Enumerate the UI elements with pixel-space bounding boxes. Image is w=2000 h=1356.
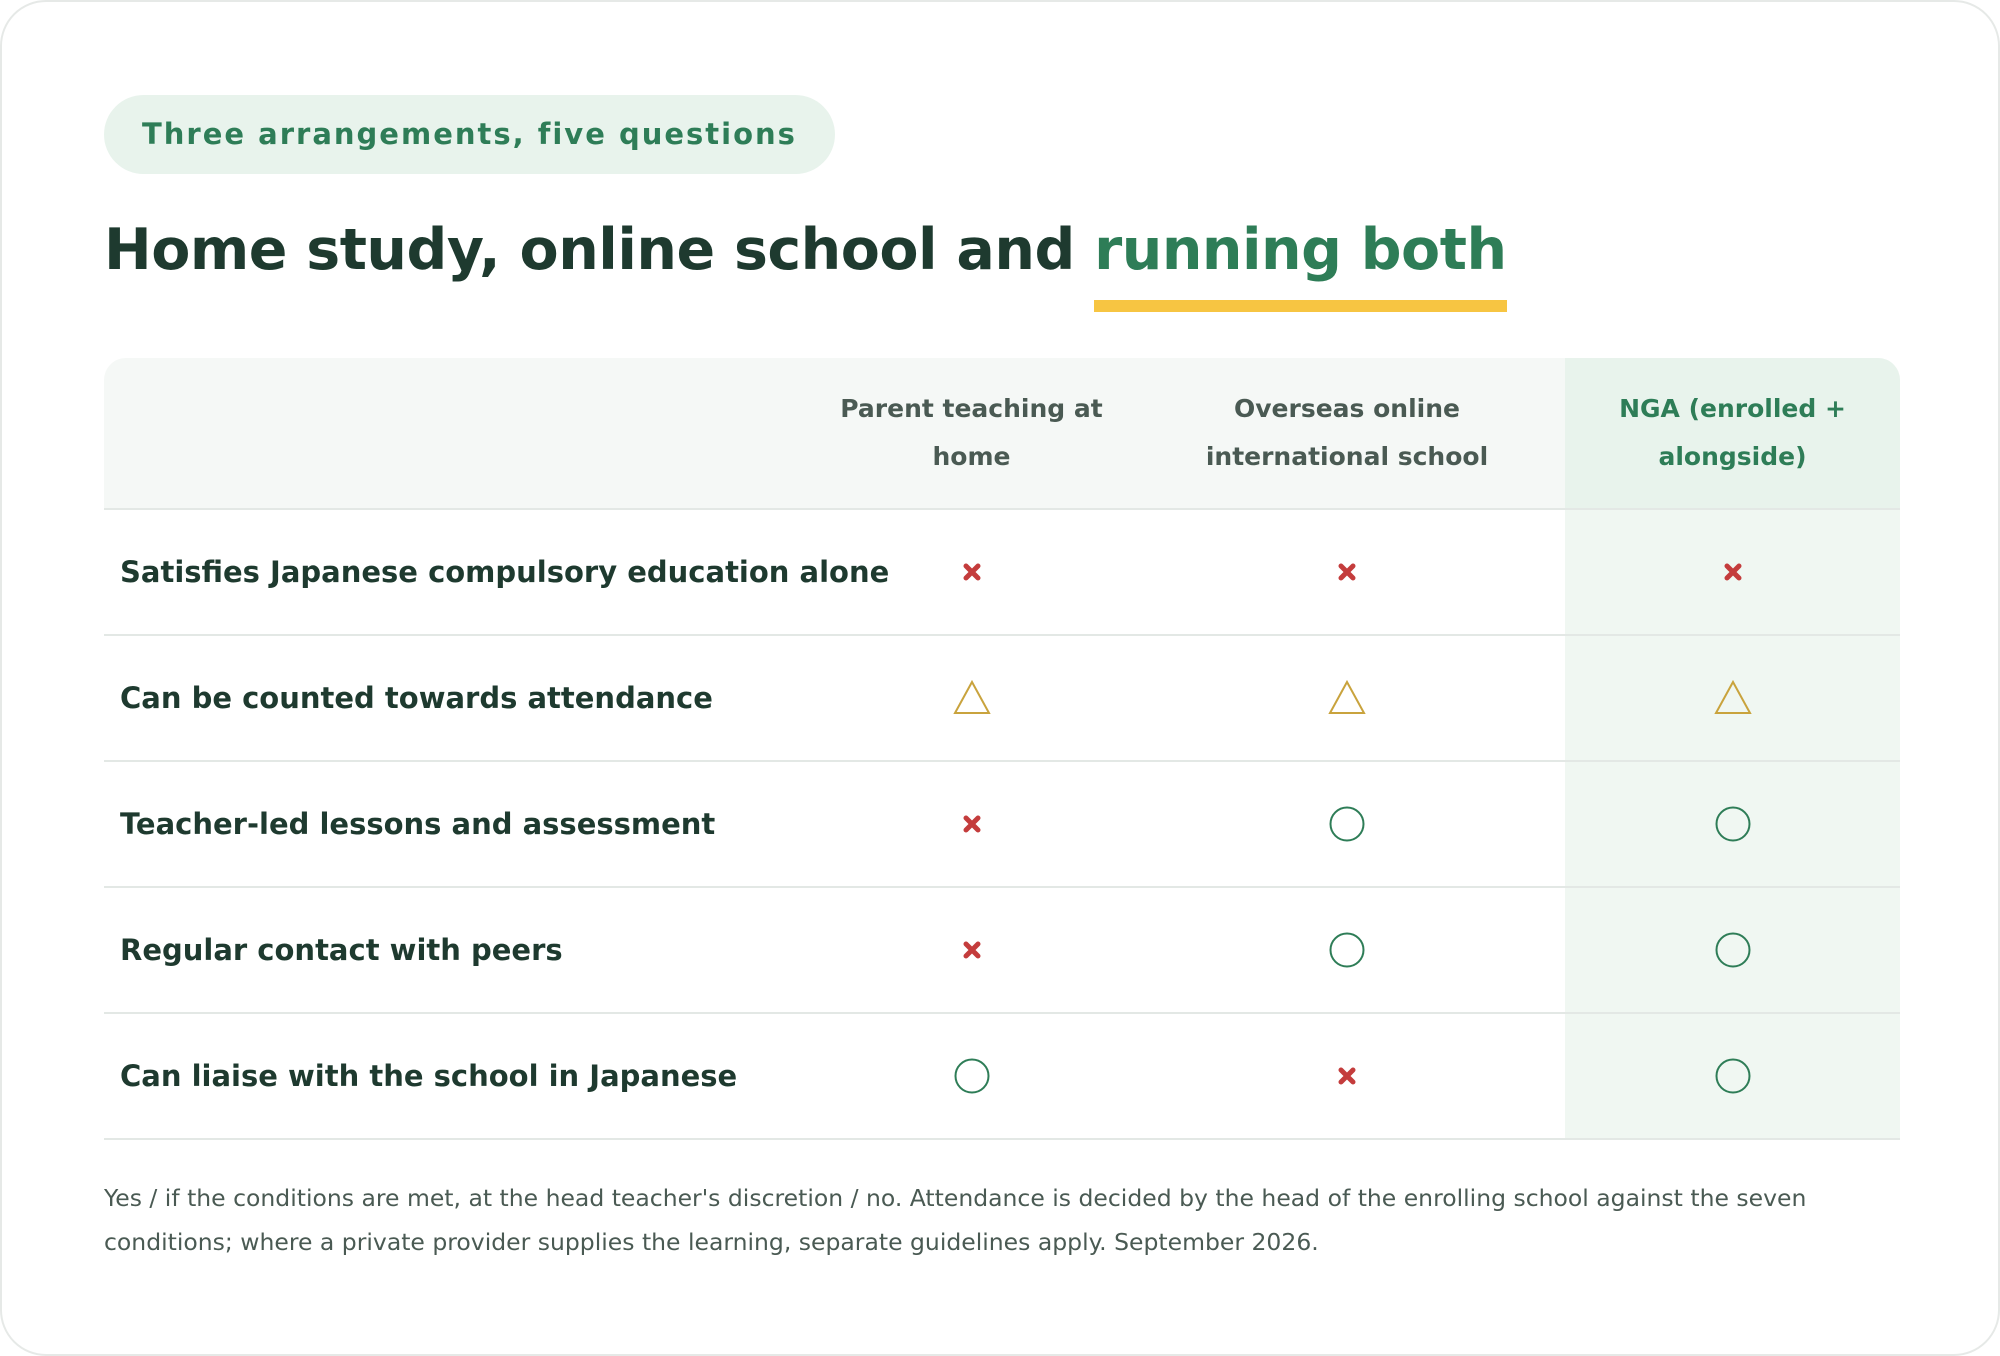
triangle-icon bbox=[1713, 678, 1753, 718]
row-label: Regular contact with peers bbox=[120, 933, 563, 967]
triangle-icon bbox=[1713, 678, 1753, 718]
row-label: Satisfies Japanese compulsory education alone bbox=[120, 555, 890, 589]
table-row bbox=[104, 636, 1900, 762]
row-label: Can liaise with the school in Japanese bbox=[120, 1059, 738, 1093]
table-cell bbox=[814, 636, 1129, 760]
cross-icon bbox=[1713, 552, 1753, 592]
column-header-parent-home: Parent teaching at home bbox=[840, 394, 1103, 471]
triangle-icon bbox=[952, 678, 992, 718]
table-cell bbox=[1565, 762, 1900, 886]
table-cell bbox=[1129, 510, 1565, 634]
circle-icon bbox=[1327, 930, 1367, 970]
table-header bbox=[104, 358, 1900, 510]
cross-icon bbox=[1327, 1056, 1367, 1096]
cross-icon bbox=[952, 930, 992, 970]
footnote: Yes / if the conditions are met, at the head teacher's discretion / no. Attendance is decided by the head of the enrolling school against the seven conditions; where a private provider supplies the learning, separate guidelines apply. September 2026. bbox=[104, 1184, 1807, 1256]
circle-icon bbox=[1713, 930, 1753, 970]
circle-icon bbox=[1713, 1056, 1753, 1096]
cross-icon bbox=[1713, 552, 1753, 592]
cross-icon bbox=[952, 552, 992, 592]
circle-icon bbox=[952, 1056, 992, 1096]
table-cell bbox=[814, 1014, 1129, 1138]
circle-icon bbox=[1327, 804, 1367, 844]
table-cell bbox=[1129, 636, 1565, 760]
triangle-icon bbox=[952, 678, 992, 718]
row-label: Can be counted towards attendance bbox=[120, 681, 713, 715]
title-main: Home study, online school and bbox=[104, 217, 1095, 283]
cross-icon bbox=[952, 552, 992, 592]
circle-icon bbox=[1713, 930, 1753, 970]
circle-icon bbox=[1713, 1056, 1753, 1096]
title-highlight: running both bbox=[1094, 210, 1506, 290]
table-cell bbox=[1565, 1014, 1900, 1138]
column-header-online-school: Overseas online international school bbox=[1205, 394, 1489, 471]
cross-icon bbox=[952, 930, 992, 970]
table-row bbox=[104, 762, 1900, 888]
table-row bbox=[104, 1014, 1900, 1140]
cross-icon bbox=[1327, 552, 1367, 592]
triangle-icon bbox=[1327, 678, 1367, 718]
table-row bbox=[104, 510, 1900, 636]
table-row bbox=[104, 888, 1900, 1014]
table-cell bbox=[814, 762, 1129, 886]
row-label: Teacher-led lessons and assessment bbox=[120, 807, 716, 841]
cross-icon bbox=[1327, 1056, 1367, 1096]
table-cell bbox=[814, 510, 1129, 634]
header-blank bbox=[104, 358, 814, 508]
table-cell bbox=[1129, 1014, 1565, 1138]
comparison-table bbox=[104, 358, 1900, 1140]
circle-icon bbox=[1713, 804, 1753, 844]
section-badge: Three arrangements, five questions bbox=[104, 95, 835, 174]
page-title bbox=[104, 210, 1507, 290]
circle-icon bbox=[952, 1056, 992, 1096]
table-cell bbox=[1129, 888, 1565, 1012]
circle-icon bbox=[1327, 804, 1367, 844]
circle-icon bbox=[1327, 930, 1367, 970]
triangle-icon bbox=[1327, 678, 1367, 718]
circle-icon bbox=[1713, 804, 1753, 844]
table-cell bbox=[814, 888, 1129, 1012]
table-cell bbox=[1129, 762, 1565, 886]
cross-icon bbox=[1327, 552, 1367, 592]
table-cell bbox=[1565, 510, 1900, 634]
table-cell bbox=[1565, 636, 1900, 760]
column-header-nga: NGA (enrolled + alongside) bbox=[1565, 358, 1900, 508]
table-cell bbox=[1565, 888, 1900, 1012]
cross-icon bbox=[952, 804, 992, 844]
cross-icon bbox=[952, 804, 992, 844]
